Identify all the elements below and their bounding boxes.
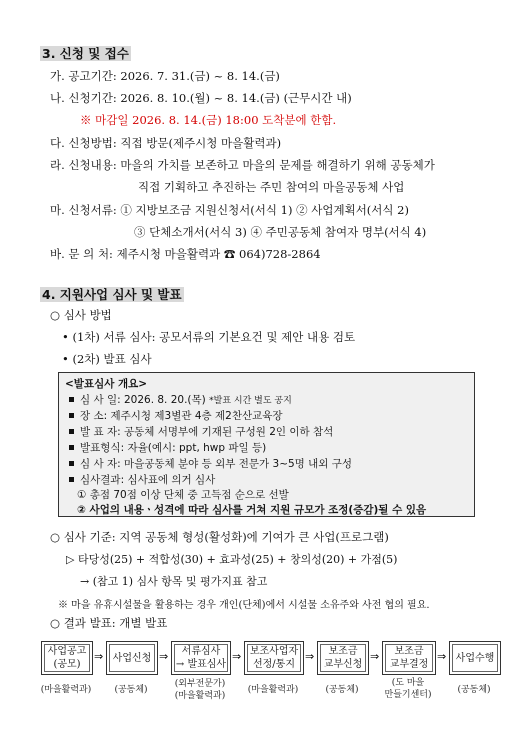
box-line-place: 장 소: 제주시청 제3별관 4층 제2찬산교육장	[69, 408, 283, 423]
flow-arrow: ⇒	[305, 650, 315, 663]
flow-step-select: 보조사업자 선정/통지	[244, 641, 304, 675]
flow-arrow: ⇒	[232, 650, 242, 663]
flow-arrow: ⇒	[94, 650, 104, 663]
s3-item-d: 라. 신청내용: 마을의 가치를 보존하고 마을의 문제를 해결하기 위해 공동체가	[50, 158, 435, 172]
flow-caption: (마을활력과)	[247, 685, 299, 695]
flow-step-apply: 사업신청	[106, 641, 158, 675]
flow-caption: (공동체)	[325, 685, 359, 695]
box-line-presenter: 발 표 자: 공동체 서명부에 기재된 구성원 2인 이하 참석	[69, 424, 333, 439]
s4-criteria: ○ 심사 기준: 지역 공동체 형성(활성화)에 기여가 큰 사업(프로그램)	[50, 530, 389, 544]
flow-arrow: ⇒	[370, 650, 380, 663]
flow-caption: (도 마을	[391, 678, 425, 688]
s3-item-e-cont: ③ 단체소개서(서식 3) ④ 주민공동체 참여자 명부(서식 4)	[134, 225, 427, 239]
s4-criteria-ref: → (참고 1) 심사 항목 및 평가지표 참고	[80, 575, 268, 588]
s3-item-e: 마. 신청서류: ① 지방보조금 지원신청서(서식 1) ② 사업계획서(서식 2)	[50, 203, 409, 217]
section3-title: 3. 신청 및 접수	[42, 46, 129, 61]
flow-step-announce: 사업공고 (공모)	[41, 641, 93, 675]
s3-item-c: 다. 신청방법: 직접 방문(제주시청 마을활력과)	[50, 136, 282, 150]
flow-step-execute: 사업수행	[449, 641, 501, 675]
flow-caption: (공동체)	[457, 685, 491, 695]
flow-caption: (외부전문가)	[174, 679, 226, 689]
box-line-date: 심 사 일: 2026. 8. 20.(목) *발표 시간 별도 공지	[69, 392, 292, 407]
s4-note: ※ 마을 유휴시설물을 활용하는 경우 개인(단체)에서 시설물 소유주와 사전 협의 필요.	[58, 600, 430, 611]
box-line-format: 발표형식: 자율(예시: ppt, hwp 파일 등)	[69, 440, 266, 455]
flow-caption: (마을활력과)	[40, 685, 92, 695]
s3-item-f: 바. 문 의 처: 제주시청 마을활력과 ☎ 064)728-2864	[50, 247, 321, 261]
flow-caption: 만들기센터)	[384, 690, 432, 700]
box-line-result: 심사결과: 심사표에 의거 심사	[69, 472, 215, 487]
flow-arrow: ⇒	[437, 650, 447, 663]
flow-caption: (마을활력과)	[174, 691, 226, 701]
section4-title: 4. 지원사업 심사 및 발표	[42, 287, 182, 302]
s3-item-b: 나. 신청기간: 2026. 8. 10.(월) ~ 8. 14.(금) (근무시간 내)	[50, 91, 352, 105]
s3-item-a: 가. 공고기간: 2026. 7. 31.(금) ~ 8. 14.(금)	[50, 69, 280, 83]
box-sub-1: ① 총점 70점 이상 단체 중 고득점 순으로 선발	[77, 489, 289, 501]
s4-method-title: ○ 심사 방법	[50, 308, 112, 322]
flow-caption: (공동체)	[114, 685, 148, 695]
s4-bullet-2: • (2차) 발표 심사	[62, 352, 152, 366]
presentation-review-box	[58, 372, 475, 517]
s3-deadline-note: ※ 마감일 2026. 8. 14.(금) 18:00 도착분에 한함.	[80, 113, 337, 127]
box-sub-2: ② 사업의 내용ㆍ성격에 따라 심사를 거쳐 지원 규모가 조정(증감)될 수 있음	[77, 504, 427, 516]
box-line-reviewer: 심 사 자: 마을공동체 분야 등 외부 전문가 3~5명 내외 구성	[69, 456, 352, 471]
s4-result: ○ 결과 발표: 개별 발표	[50, 616, 168, 630]
flow-step-review: 서류심사 → 발표심사	[171, 641, 231, 675]
flow-step-grant-decision: 보조금 교부결정	[382, 641, 436, 675]
s4-bullet-1: • (1차) 서류 심사: 공모서류의 기본요건 및 제안 내용 검토	[62, 330, 356, 344]
flow-step-grant-apply: 보조금 교부신청	[317, 641, 369, 675]
flow-arrow: ⇒	[159, 650, 169, 663]
box-title: <발표심사 개요>	[65, 378, 148, 390]
s4-criteria-detail: ▷ 타당성(25) + 적합성(30) + 효과성(25) + 창의성(20) + 가점(5)	[66, 553, 398, 566]
s3-item-d-cont: 직접 기획하고 추진하는 주민 참여의 마을공동체 사업	[138, 180, 405, 194]
